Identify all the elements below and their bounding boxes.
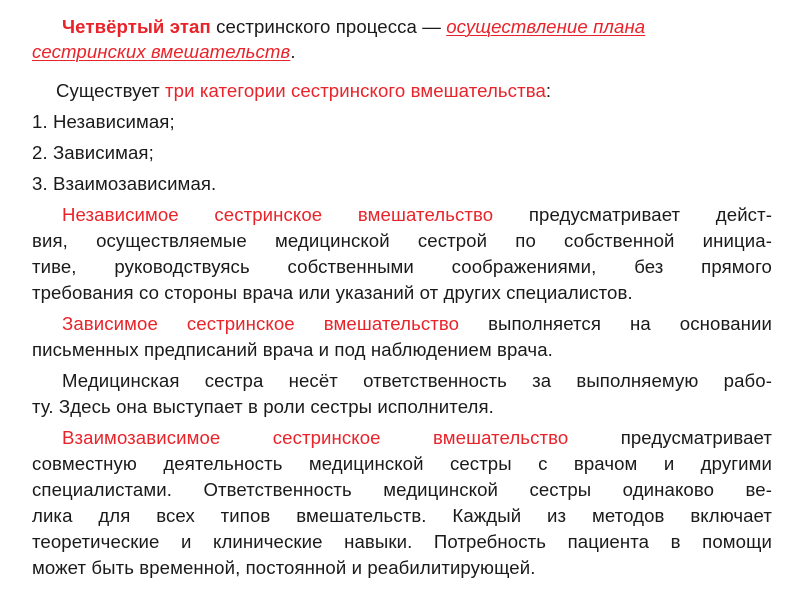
independent-term: Независимое сестринское вмешательство bbox=[62, 204, 494, 225]
categories-lead bbox=[56, 80, 796, 102]
intro-period: . bbox=[290, 41, 296, 62]
intro-text: сестринского процесса — bbox=[210, 16, 447, 37]
interdependent-line-5: теоретические и клинические навыки. Потребность пациента в помощи bbox=[32, 531, 772, 552]
dependent-line-1-rest: выполняется на основании bbox=[459, 313, 772, 334]
stage-definition-part-1: осуществление плана bbox=[446, 16, 646, 37]
categories-lead-pre: Существует bbox=[56, 80, 166, 101]
interdependent-line-6: может быть временной, постоянной и реабилитирующей. bbox=[32, 557, 536, 578]
intro-line-2 bbox=[32, 41, 772, 63]
responsibility-line-2: ту. Здесь она выступает в роли сестры исполнителя. bbox=[32, 396, 494, 417]
interdependent-line-1 bbox=[62, 427, 772, 449]
interdependent-term: Взаимозависимое сестринское вмешательство bbox=[62, 427, 569, 448]
independent-line-1-rest: предусматривает дейст- bbox=[493, 204, 772, 225]
interdependent-line-2: совместную деятельность медицинской сестры с врачом и другими bbox=[32, 453, 772, 474]
responsibility-line-1: Медицинская сестра несёт ответственность за выполняемую рабо- bbox=[62, 370, 772, 391]
categories-lead-term: три категории сестринского вмешательства bbox=[165, 80, 546, 101]
independent-line-4: требования со стороны врача или указаний от других специалистов. bbox=[32, 282, 633, 303]
dependent-term: Зависимое сестринское вмешательство bbox=[62, 313, 460, 334]
independent-line-1 bbox=[62, 204, 772, 226]
dependent-line-1 bbox=[62, 313, 772, 335]
categories-lead-post: : bbox=[545, 80, 552, 101]
stage-title: Четвёртый этап bbox=[62, 16, 211, 37]
independent-line-3: тиве, руководствуясь собственными соображениями, без прямого bbox=[32, 256, 772, 277]
list-item: 1. Независимая; bbox=[32, 111, 175, 132]
interdependent-line-1-rest: предусматривает bbox=[568, 427, 772, 448]
interdependent-line-3: специалистами. Ответственность медицинской сестры одинаково ве- bbox=[32, 479, 772, 500]
intro-line-1 bbox=[62, 16, 772, 38]
list-item: 2. Зависимая; bbox=[32, 142, 154, 163]
stage-definition-part-2: сестринских вмешательств bbox=[32, 41, 291, 62]
independent-line-2: вия, осуществляемые медицинской сестрой по собственной инициа- bbox=[32, 230, 772, 251]
dependent-line-2: письменных предписаний врача и под наблюдением врача. bbox=[32, 339, 553, 360]
list-item: 3. Взаимозависимая. bbox=[32, 173, 217, 194]
interdependent-line-4: лика для всех типов вмешательств. Каждый из методов включает bbox=[32, 505, 772, 526]
